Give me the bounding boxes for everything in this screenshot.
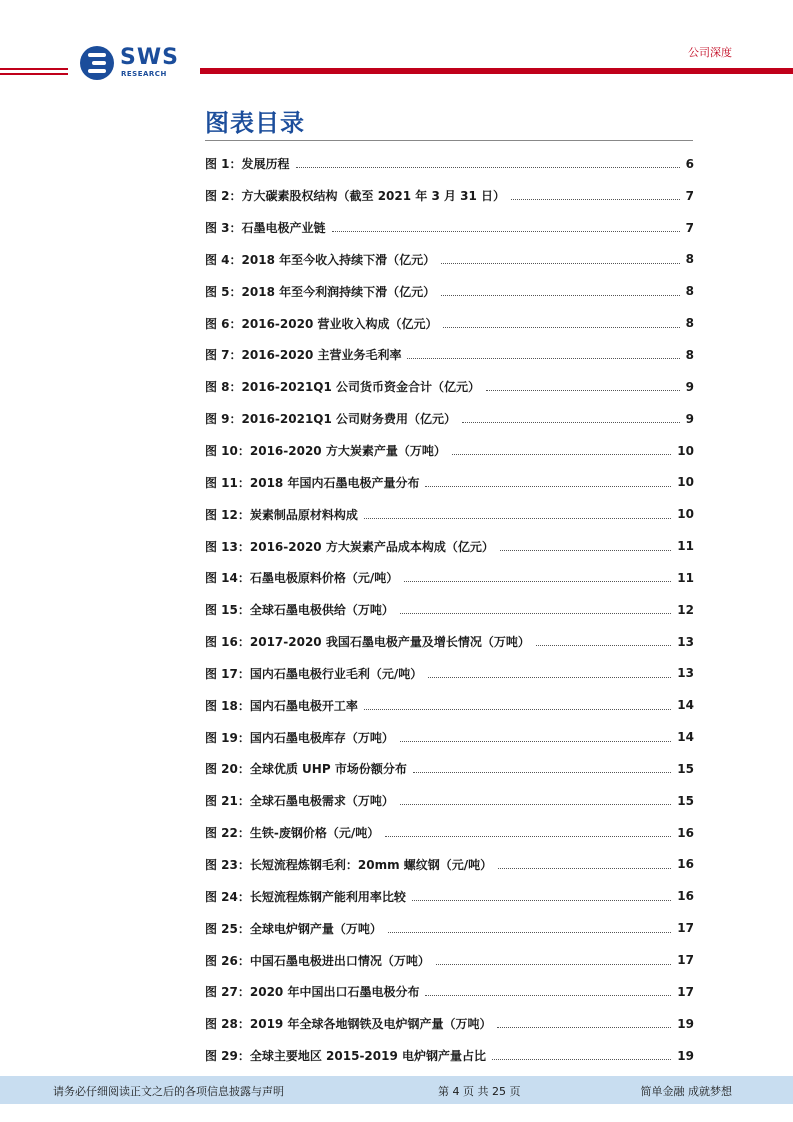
toc-entry-label: 图 23：长短流程炼钢毛利：20mm 螺纹钢（元/吨） xyxy=(205,857,493,872)
toc-leader-dots xyxy=(332,231,680,232)
toc-entry-label: 图 7：2016-2020 主营业务毛利率 xyxy=(205,348,402,363)
toc-entry[interactable] xyxy=(205,307,694,339)
toc-entry-page: 17 xyxy=(677,921,694,936)
logo-emblem-icon xyxy=(80,46,114,80)
toc-entry-page: 16 xyxy=(677,825,694,840)
toc-entry-label: 图 19：国内石墨电极库存（万吨） xyxy=(205,730,394,745)
toc-entry-page: 8 xyxy=(685,316,694,331)
toc-entry[interactable] xyxy=(205,880,694,912)
logo-subtext: RESEARCH xyxy=(121,70,167,78)
footer-bar xyxy=(0,1076,793,1104)
toc-entry-label: 图 4：2018 年至今收入持续下滑（亿元） xyxy=(205,252,436,267)
toc-entry-page: 10 xyxy=(677,443,694,458)
toc-entry[interactable] xyxy=(205,275,694,307)
toc-entry-page: 10 xyxy=(677,475,694,490)
toc-entry[interactable] xyxy=(205,180,694,212)
toc-entry[interactable] xyxy=(205,976,694,1008)
page-title: 图表目录 xyxy=(205,109,305,137)
toc-entry[interactable] xyxy=(205,817,694,849)
toc-leader-dots xyxy=(441,263,680,264)
toc-entry-label: 图 28：2019 年全球各地钢铁及电炉钢产量（万吨） xyxy=(205,1017,492,1032)
toc-leader-dots xyxy=(412,900,671,901)
toc-leader-dots xyxy=(436,964,671,965)
toc-leader-dots xyxy=(462,422,680,423)
toc-entry-label: 图 25：全球电炉钢产量（万吨） xyxy=(205,921,382,936)
toc-entry-page: 16 xyxy=(677,889,694,904)
toc-leader-dots xyxy=(452,454,671,455)
toc-leader-dots xyxy=(400,804,671,805)
toc-entry-page: 17 xyxy=(677,984,694,999)
toc-entry[interactable] xyxy=(205,371,694,403)
toc-entry[interactable] xyxy=(205,689,694,721)
toc-entry-label: 图 3：石墨电极产业链 xyxy=(205,221,326,236)
toc-entry-label: 图 1：发展历程 xyxy=(205,157,290,172)
toc-entry-page: 10 xyxy=(677,507,694,522)
toc-entry-label: 图 11：2018 年国内石墨电极产量分布 xyxy=(205,475,420,490)
toc-leader-dots xyxy=(500,550,671,551)
toc-leader-dots xyxy=(425,995,671,996)
toc-leader-dots xyxy=(443,327,679,328)
toc-entry-label: 图 22：生铁-废钢价格（元/吨） xyxy=(205,826,380,841)
toc-entry-page: 15 xyxy=(677,761,694,776)
header-rule-left-bottom xyxy=(0,73,68,75)
toc-leader-dots xyxy=(385,836,671,837)
logo-text: SWS xyxy=(120,45,179,70)
toc-entry-page: 17 xyxy=(677,953,694,968)
sws-logo xyxy=(80,40,190,80)
toc-entry-page: 13 xyxy=(677,666,694,681)
toc-entry[interactable] xyxy=(205,530,694,562)
toc-entry-label: 图 5：2018 年至今利润持续下滑（亿元） xyxy=(205,284,436,299)
toc-entry[interactable] xyxy=(205,1008,694,1040)
toc-entry-page: 12 xyxy=(677,602,694,617)
toc-entry-page: 6 xyxy=(685,156,694,171)
header-rule-left-top xyxy=(0,68,68,70)
toc-entry-label: 图 20：全球优质 UHP 市场份额分布 xyxy=(205,762,407,777)
toc-entry-page: 19 xyxy=(677,1048,694,1063)
toc-leader-dots xyxy=(400,741,671,742)
toc-entry-page: 13 xyxy=(677,634,694,649)
toc-entry-page: 7 xyxy=(685,220,694,235)
toc-entry[interactable] xyxy=(205,244,694,276)
toc-entry[interactable] xyxy=(205,562,694,594)
footer-disclaimer: 请务必仔细阅读正文之后的各项信息披露与声明 xyxy=(53,1085,284,1098)
toc-entry-page: 7 xyxy=(685,188,694,203)
toc-entry[interactable] xyxy=(205,785,694,817)
toc-leader-dots xyxy=(498,868,671,869)
toc-entry-page: 8 xyxy=(685,347,694,362)
toc-leader-dots xyxy=(413,772,671,773)
toc-entry-page: 8 xyxy=(685,284,694,299)
toc-entry-label: 图 2：方大碳素股权结构（截至 2021 年 3 月 31 日） xyxy=(205,189,506,204)
toc-entry-label: 图 13：2016-2020 方大炭素产品成本构成（亿元） xyxy=(205,539,494,554)
toc-leader-dots xyxy=(364,518,671,519)
toc-leader-dots xyxy=(400,613,671,614)
toc-list xyxy=(205,148,694,1071)
toc-entry-label: 图 27：2020 年中国出口石墨电极分布 xyxy=(205,985,420,1000)
toc-entry-page: 14 xyxy=(677,730,694,745)
toc-entry-page: 8 xyxy=(685,252,694,267)
toc-leader-dots xyxy=(492,1059,671,1060)
toc-entry-label: 图 14：石墨电极原料价格（元/吨） xyxy=(205,571,399,586)
toc-entry-page: 9 xyxy=(685,411,694,426)
toc-entry-label: 图 6：2016-2020 营业收入构成（亿元） xyxy=(205,316,438,331)
toc-leader-dots xyxy=(441,295,680,296)
toc-entry[interactable] xyxy=(205,753,694,785)
footer-slogan: 简单金融 成就梦想 xyxy=(640,1085,732,1098)
toc-entry-label: 图 29：全球主要地区 2015-2019 电炉钢产量占比 xyxy=(205,1049,487,1064)
toc-entry[interactable] xyxy=(205,498,694,530)
toc-entry[interactable] xyxy=(205,1040,694,1072)
toc-entry-label: 图 17：国内石墨电极行业毛利（元/吨） xyxy=(205,666,423,681)
toc-entry-label: 图 16：2017-2020 我国石墨电极产量及增长情况（万吨） xyxy=(205,635,530,650)
toc-entry-page: 11 xyxy=(677,539,694,554)
toc-leader-dots xyxy=(536,645,671,646)
toc-entry[interactable] xyxy=(205,912,694,944)
toc-entry-page: 16 xyxy=(677,857,694,872)
toc-entry-label: 图 24：长短流程炼钢产能利用率比较 xyxy=(205,889,406,904)
toc-entry[interactable] xyxy=(205,658,694,690)
toc-entry[interactable] xyxy=(205,435,694,467)
toc-entry-page: 19 xyxy=(677,1016,694,1031)
toc-entry[interactable] xyxy=(205,148,694,180)
toc-entry-label: 图 21：全球石墨电极需求（万吨） xyxy=(205,794,394,809)
toc-entry-label: 图 15：全球石墨电极供给（万吨） xyxy=(205,603,394,618)
toc-entry-label: 图 12：炭素制品原材料构成 xyxy=(205,507,358,522)
toc-entry[interactable] xyxy=(205,944,694,976)
toc-entry[interactable] xyxy=(205,721,694,753)
toc-entry-label: 图 18：国内石墨电极开工率 xyxy=(205,698,358,713)
toc-leader-dots xyxy=(388,932,671,933)
report-type: 公司深度 xyxy=(688,46,732,59)
toc-entry[interactable] xyxy=(205,403,694,435)
title-divider xyxy=(205,140,693,141)
toc-entry[interactable] xyxy=(205,212,694,244)
toc-leader-dots xyxy=(296,167,680,168)
toc-entry-page: 9 xyxy=(685,379,694,394)
toc-leader-dots xyxy=(425,486,671,487)
toc-entry-page: 14 xyxy=(677,698,694,713)
toc-leader-dots xyxy=(364,709,671,710)
toc-entry-page: 15 xyxy=(677,793,694,808)
toc-entry[interactable] xyxy=(205,594,694,626)
toc-leader-dots xyxy=(486,390,680,391)
toc-leader-dots xyxy=(404,581,671,582)
toc-entry[interactable] xyxy=(205,466,694,498)
toc-leader-dots xyxy=(497,1027,671,1028)
toc-entry-label: 图 9：2016-2021Q1 公司财务费用（亿元） xyxy=(205,412,457,427)
header-rule-right xyxy=(200,68,793,74)
toc-entry[interactable] xyxy=(205,626,694,658)
toc-leader-dots xyxy=(428,677,671,678)
toc-entry-label: 图 8：2016-2021Q1 公司货币资金合计（亿元） xyxy=(205,380,481,395)
toc-leader-dots xyxy=(407,358,679,359)
footer-page-info: 第 4 页 共 25 页 xyxy=(438,1085,521,1098)
toc-entry-label: 图 10：2016-2020 方大炭素产量（万吨） xyxy=(205,444,446,459)
toc-entry-label: 图 26：中国石墨电极进出口情况（万吨） xyxy=(205,953,430,968)
toc-entry-page: 11 xyxy=(677,570,694,585)
toc-leader-dots xyxy=(511,199,680,200)
toc-entry[interactable] xyxy=(205,849,694,881)
toc-entry[interactable] xyxy=(205,339,694,371)
